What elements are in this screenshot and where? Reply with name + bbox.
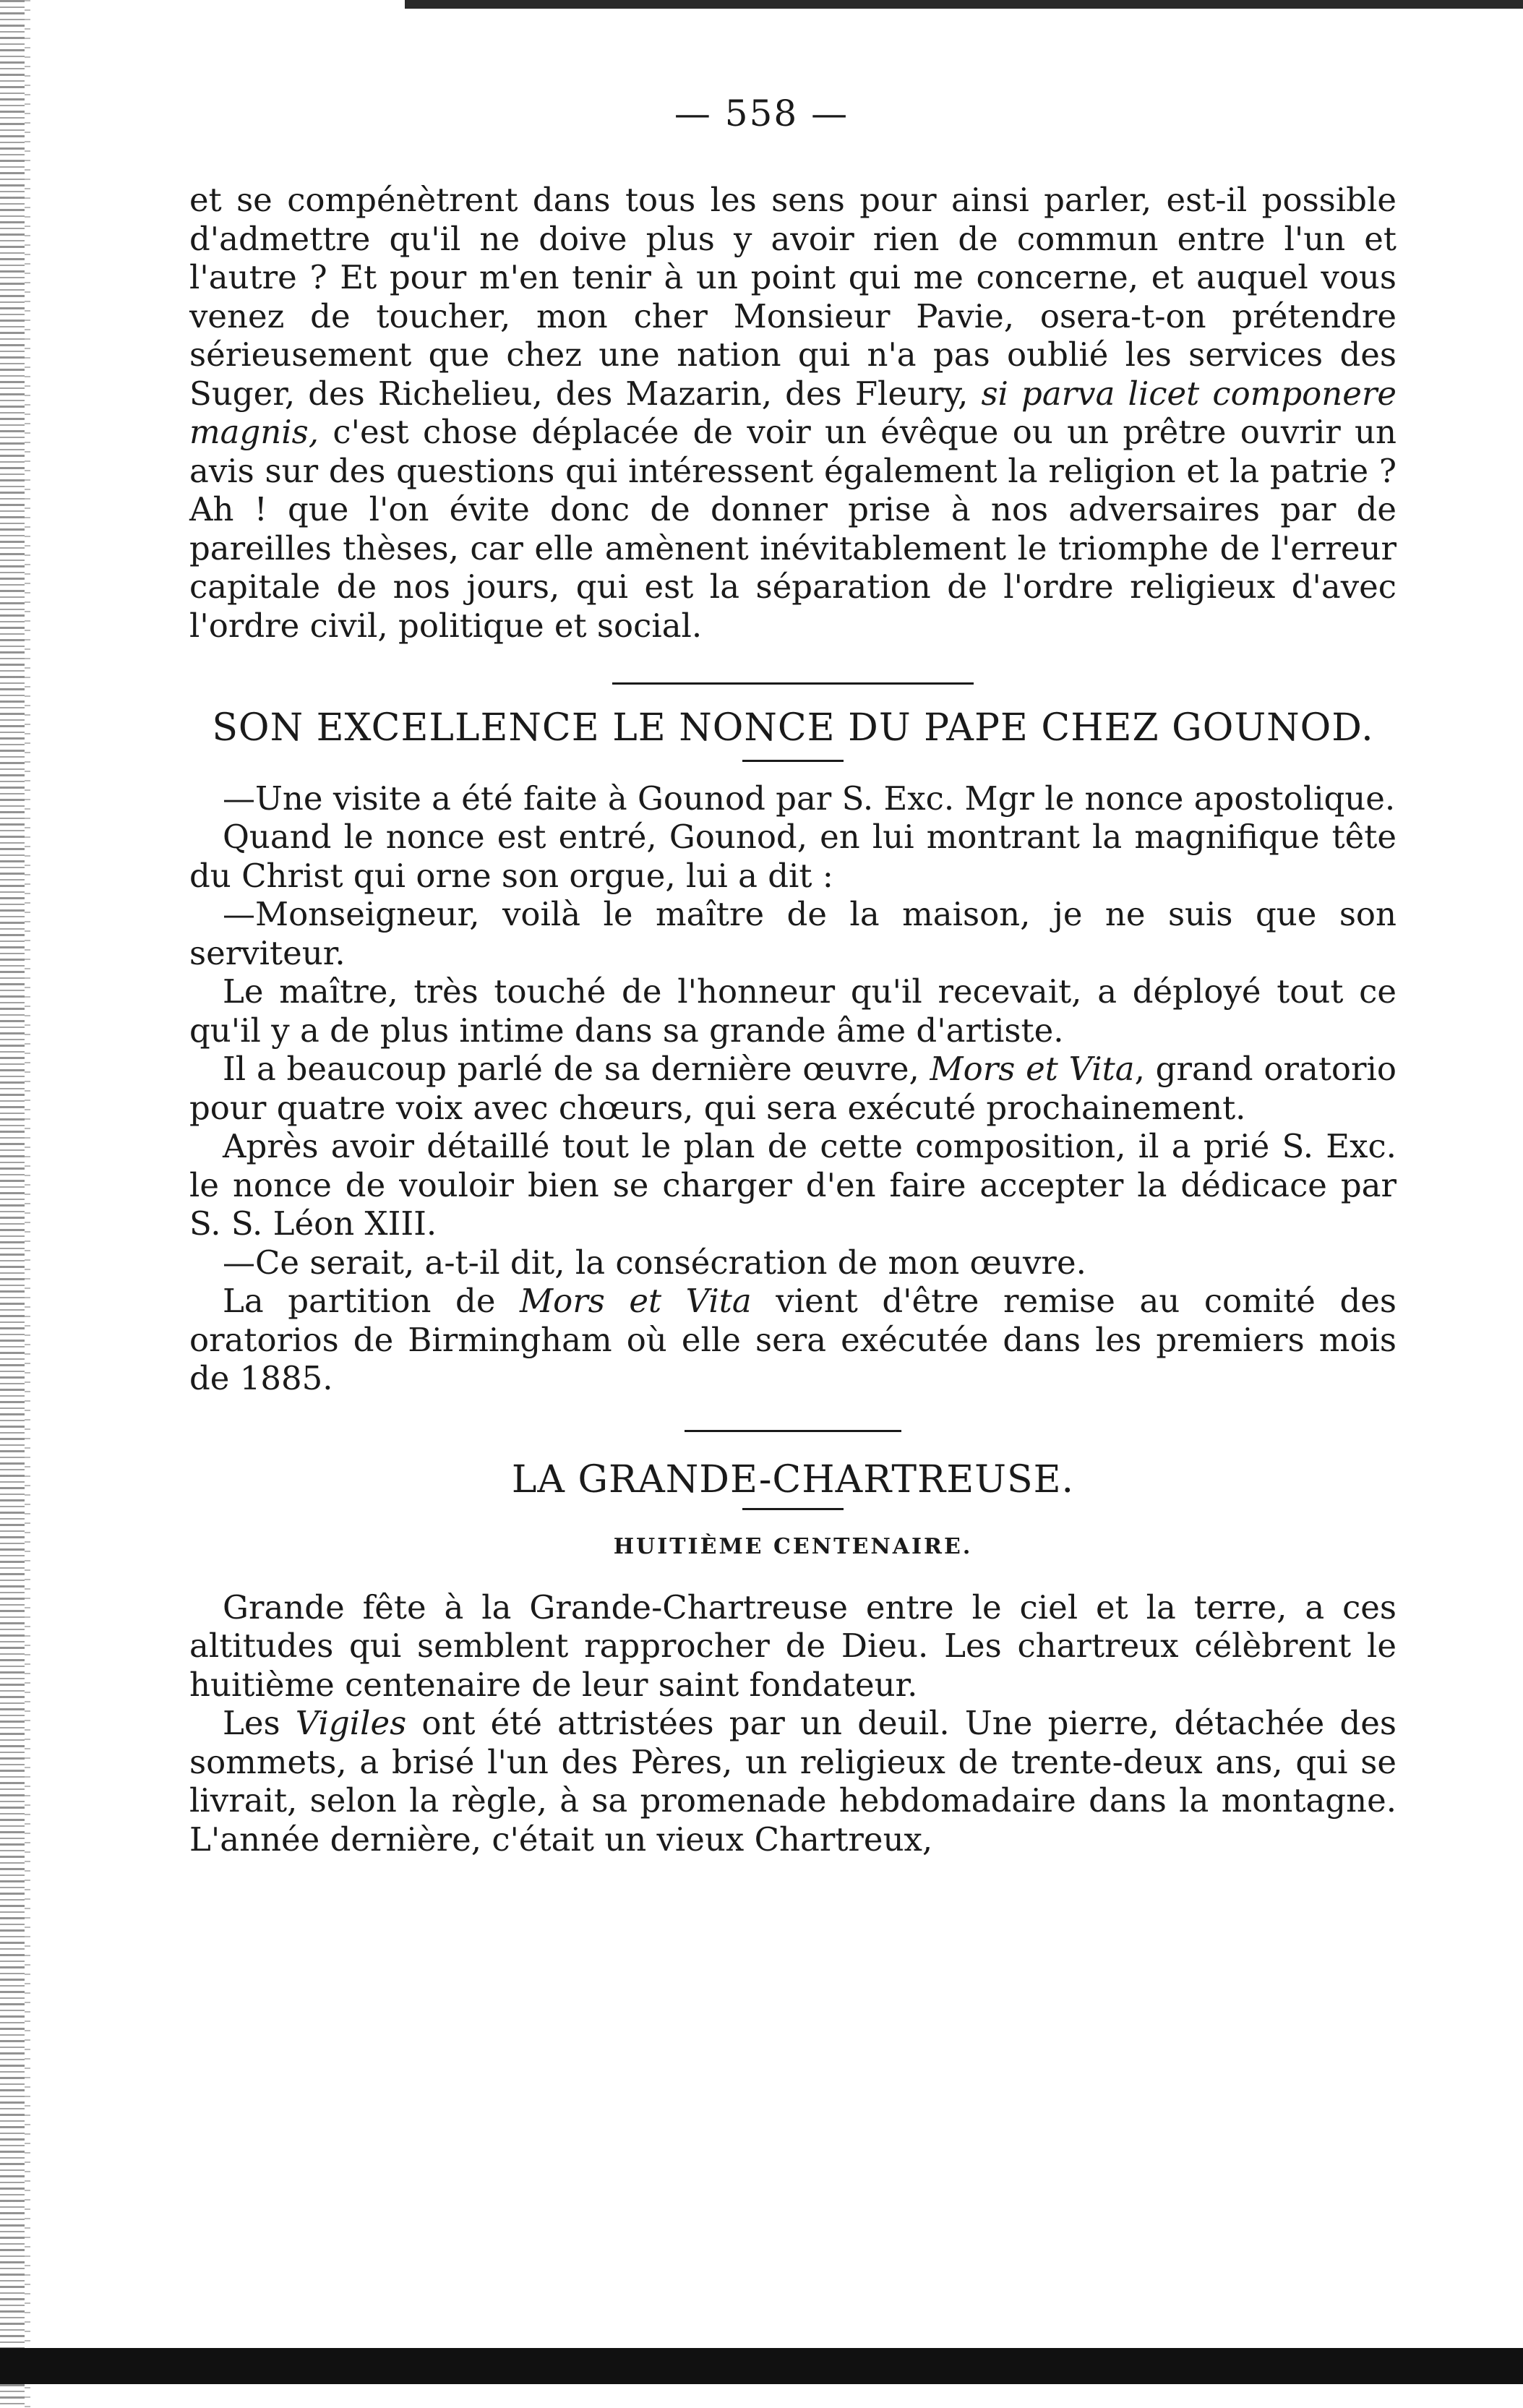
section-divider — [612, 682, 974, 685]
nonce-paragraph-2: Quand le nonce est entré, Gounod, en lui montrant la magnifique tête du Christ qui orne son orgue, lui a dit : — [189, 818, 1397, 895]
intro-text-part2: c'est chose déplacée de voir un évêque ou un prêtre ouvrir un avis sur des questions qui intéressent également la religion et la patrie ? Ah ! que l'on évite donc de donner prise à nos adversaires par de pareilles thèses, car elle amènent inévitablement le triomphe de l'erreur capitale de nos jours, qui est la séparation de l'ordre religieux d'avec l'ordre civil, politique et social. — [189, 413, 1397, 645]
intro-text-part1: et se compénètrent dans tous les sens pour ainsi parler, est-il possible d'admettre qu'il ne doive plus y avoir rien de commun entre l'un et l'autre ? Et pour m'en tenir à un point qui me concerne, et auquel vous venez de toucher, mon cher Monsieur Pavie, osera-t-on prétendre sérieusement que chez une nation qui n'a pas oublié les services des Suger, des Richelieu, des Mazarin, des Fleury, — [189, 181, 1397, 413]
page-body — [189, 181, 1397, 1859]
nonce-p5-text-a: Il a beaucoup parlé de sa dernière œuvre, — [223, 1050, 930, 1088]
section-subtitle: HUITIÈME CENTENAIRE. — [613, 1534, 973, 1559]
bottom-scan-edge — [0, 2348, 1523, 2384]
chartreuse-p2-text-b: ont été attristées par un deuil. Une pierre, détachée des sommets, a brisé l'un des Pères, un religieux de trente-deux ans, qui se livrait, selon la règle, à sa promenade hebdomadaire dans la montagne. L'année dernière, c'était un vieux Chartreux, — [189, 1704, 1397, 1859]
top-scan-edge — [405, 0, 1523, 9]
section-divider — [685, 1430, 901, 1432]
nonce-paragraph-5 — [189, 1050, 1397, 1127]
nonce-paragraph-7: —Ce serait, a-t-il dit, la consécration de mon œuvre. — [223, 1243, 1086, 1282]
page-number: — 558 — — [674, 93, 849, 134]
title-underline — [742, 760, 844, 762]
section-title-chartreuse: LA GRANDE-CHARTREUSE. — [511, 1457, 1075, 1501]
intro-latin-quote: si parva licet componere magnis, — [189, 374, 1397, 451]
chartreuse-paragraph-2 — [189, 1704, 1397, 1859]
liturgical-term: Vigiles — [295, 1704, 407, 1742]
title-underline — [742, 1508, 844, 1510]
intro-paragraph — [189, 181, 1397, 645]
nonce-p8-text-a: La partition de — [223, 1282, 520, 1320]
chartreuse-p2-text-a: Les — [223, 1704, 296, 1742]
nonce-paragraph-3: —Monseigneur, voilà le maître de la maison, je ne suis que son serviteur. — [189, 895, 1397, 972]
section-title-nonce: SON EXCELLENCE LE NONCE DU PAPE CHEZ GOUNOD. — [212, 706, 1374, 750]
nonce-paragraph-1: —Une visite a été faite à Gounod par S. Exc. Mgr le nonce apostolique. — [223, 779, 1396, 818]
nonce-paragraph-8 — [189, 1282, 1397, 1398]
chartreuse-paragraph-1: Grande fête à la Grande-Chartreuse entre le ciel et la terre, a ces altitudes qui semblent rapprocher de Dieu. Les chartreux célèbrent le huitième centenaire de leur saint fondateur. — [189, 1588, 1397, 1704]
left-scan-edge — [0, 0, 25, 2408]
nonce-p8-text-b: vient d'être remise au comité des oratorios de Birmingham où elle sera exécutée dans les premiers mois de 1885. — [189, 1282, 1397, 1397]
nonce-p5-text-b: , grand oratorio pour quatre voix avec chœurs, qui sera exécuté prochainement. — [189, 1050, 1397, 1127]
left-scan-edge-inner — [25, 0, 30, 2408]
work-title: Mors et Vita — [930, 1050, 1135, 1088]
nonce-paragraph-6: Après avoir détaillé tout le plan de cette composition, il a prié S. Exc. le nonce de vouloir bien se charger d'en faire accepter la dédicace par S. S. Léon XIII. — [189, 1127, 1397, 1243]
nonce-paragraph-4: Le maître, très touché de l'honneur qu'il recevait, a déployé tout ce qu'il y a de plus intime dans sa grande âme d'artiste. — [189, 972, 1397, 1050]
work-title: Mors et Vita — [520, 1282, 752, 1320]
